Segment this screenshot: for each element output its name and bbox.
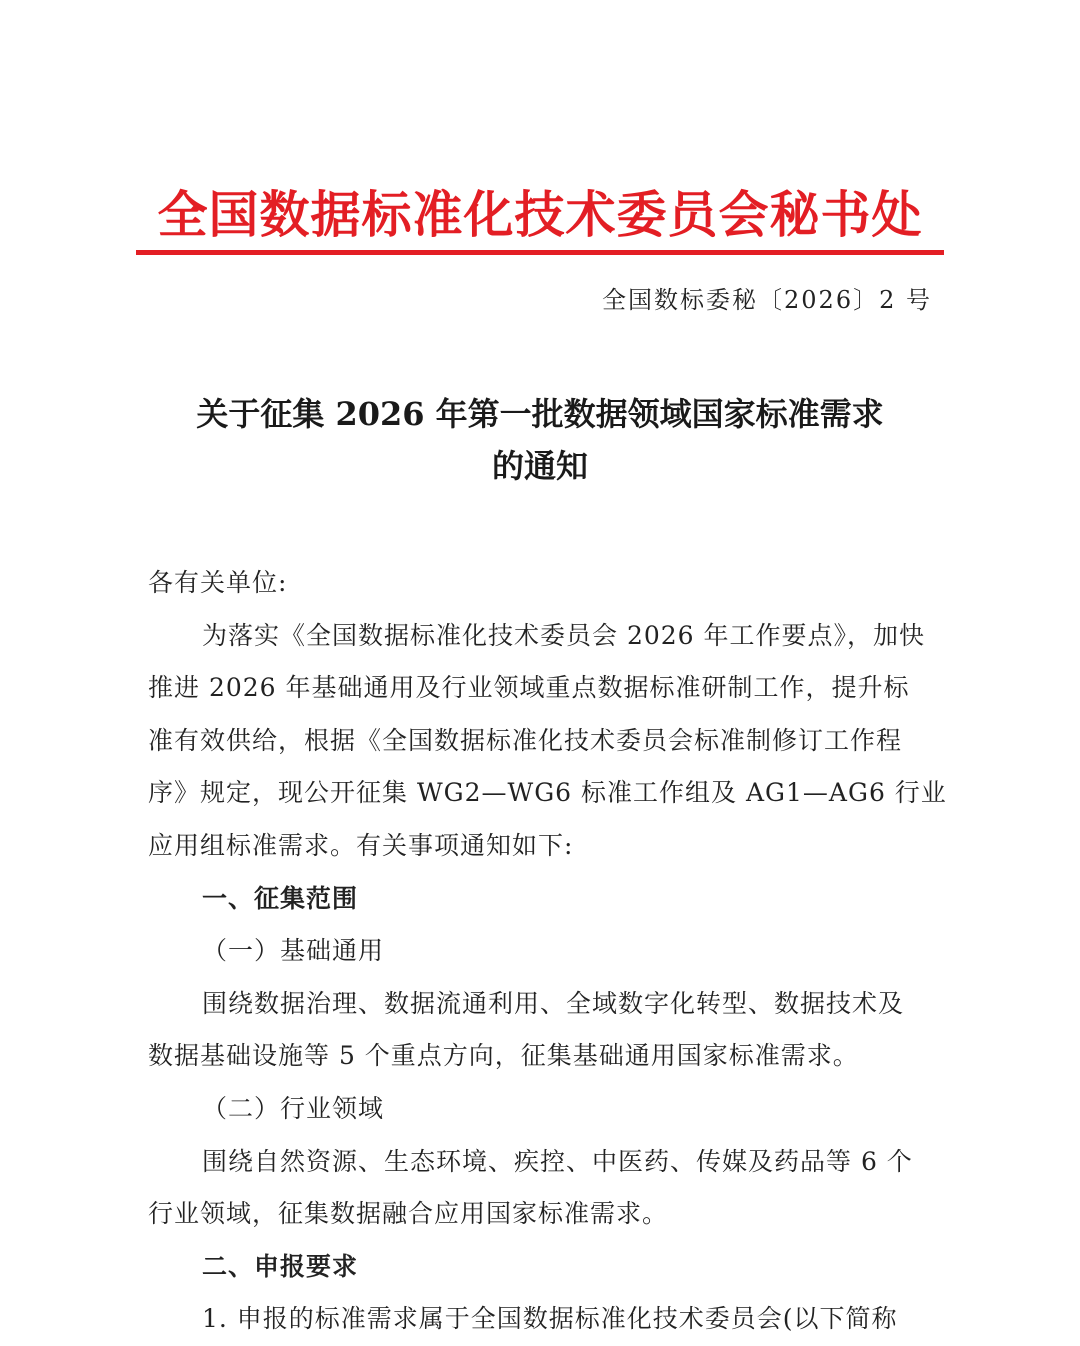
paragraph-line: 围绕数据治理、数据流通利用、全域数字化转型、数据技术及 <box>202 988 905 1018</box>
intro-line: 准有效供给，根据《全国数据标准化技术委员会标准制修订工作程 <box>148 725 903 755</box>
subsection-heading: （二）行业领域 <box>202 1093 385 1123</box>
title-line-1: 关于征集 2026 年第一批数据领域国家标准需求 <box>196 395 884 433</box>
org-header: 全国数据标准化技术委员会秘书处 <box>157 186 923 244</box>
section-heading: 二、申报要求 <box>202 1251 359 1281</box>
document-number: 全国数标委秘〔2026〕2 号 <box>602 286 932 314</box>
intro-line: 序》规定，现公开征集 WG2—WG6 标准工作组及 AG1—AG6 行业 <box>148 778 947 808</box>
title-line-2: 的通知 <box>491 447 588 485</box>
salutation: 各有关单位: <box>148 568 288 597</box>
numbered-item: 1. 申报的标准需求属于全国数据标准化技术委员会(以下简称 <box>202 1304 898 1334</box>
paragraph-line: 围绕自然资源、生态环境、疾控、中医药、传媒及药品等 6 个 <box>202 1146 913 1176</box>
document-title <box>140 388 940 492</box>
intro-line: 推进 2026 年基础通用及行业领域重点数据标准研制工作，提升标 <box>148 673 910 703</box>
paragraph-line: 行业领域，征集数据融合应用国家标准需求。 <box>148 1199 669 1229</box>
document-body <box>148 557 947 1346</box>
section-heading: 一、征集范围 <box>202 883 359 913</box>
red-divider-rule <box>136 250 944 255</box>
subsection-heading: （一）基础通用 <box>202 936 385 966</box>
intro-line: 为落实《全国数据标准化技术委员会 2026 年工作要点》，加快 <box>202 620 926 650</box>
intro-line: 应用组标准需求。有关事项通知如下: <box>148 830 574 860</box>
paragraph-line: 数据基础设施等 5 个重点方向，征集基础通用国家标准需求。 <box>148 1041 859 1071</box>
